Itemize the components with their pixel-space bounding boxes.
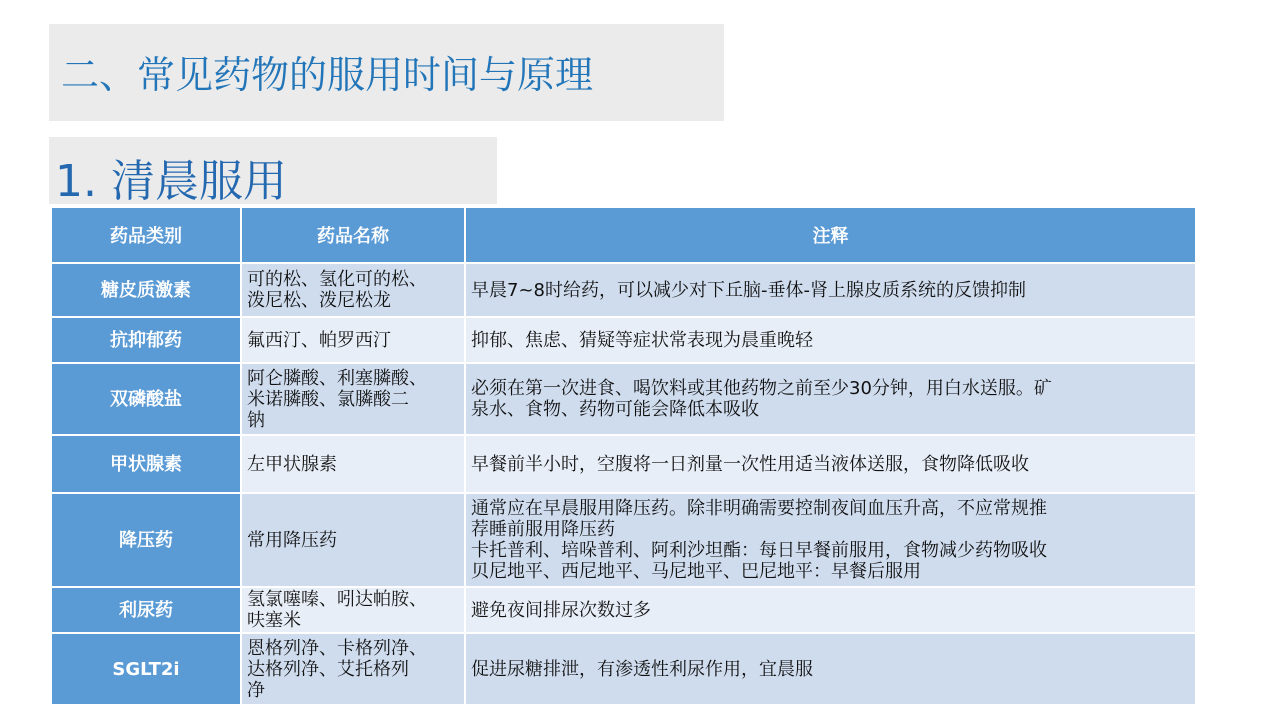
table-row [51, 587, 1196, 633]
row-drug-names [241, 263, 465, 317]
note-line: 早餐前半小时，空腹将一日剂量一次性用适当液体送服，食物降低吸收 [471, 453, 1029, 475]
note-line: 通常应在早晨服用降压药。除非明确需要控制夜间血压升高，不应常规推 [471, 498, 1047, 519]
row-drug-names [241, 633, 465, 705]
note-line: 早晨7~8时给药，可以减少对下丘脑-垂体-肾上腺皮质系统的反馈抑制 [471, 279, 1026, 301]
name-line: 左甲状腺素 [247, 453, 337, 475]
table-header-row [51, 207, 1196, 263]
row-notes [465, 363, 1196, 435]
note-line: 必须在第一次进食、喝饮料或其他药物之前至少30分钟，用白水送服。矿 [471, 378, 1052, 399]
row-category: SGLT2i [51, 633, 241, 705]
row-category: 抗抑郁药 [51, 317, 241, 363]
note-line: 泉水、食物、药物可能会降低本吸收 [471, 399, 759, 420]
note-line: 卡托普利、培哚普利、阿利沙坦酯：每日早餐前服用，食物减少药物吸收 [471, 540, 1047, 561]
table-row [51, 263, 1196, 317]
note-line: 贝尼地平、西尼地平、马尼地平、巴尼地平：早餐后服用 [471, 561, 921, 582]
subtitle-band [49, 137, 497, 207]
row-notes [465, 587, 1196, 633]
row-drug-names [241, 435, 465, 493]
slide-title: 二、常见药物的服用时间与原理 [61, 53, 594, 97]
row-category: 甲状腺素 [51, 435, 241, 493]
header-category: 药品类别 [51, 207, 241, 263]
header-drug-name: 药品名称 [241, 207, 465, 263]
header-notes: 注释 [465, 207, 1196, 263]
name-line: 呋塞米 [247, 610, 301, 631]
row-notes [465, 493, 1196, 587]
name-line: 米诺膦酸、氯膦酸二 [247, 388, 409, 410]
name-line: 钠 [247, 409, 265, 431]
table-row [51, 435, 1196, 493]
row-drug-names [241, 587, 465, 633]
row-category: 糖皮质激素 [51, 263, 241, 317]
row-category: 降压药 [51, 493, 241, 587]
row-drug-names [241, 317, 465, 363]
note-line: 避免夜间排尿次数过多 [471, 599, 651, 621]
note-line: 荐睡前服用降压药 [471, 519, 615, 540]
table-row [51, 493, 1196, 587]
name-line: 恩格列净、卡格列净、 [247, 637, 427, 659]
row-notes [465, 317, 1196, 363]
row-drug-names [241, 363, 465, 435]
note-line: 促进尿糖排泄，有渗透性利尿作用，宜晨服 [471, 658, 813, 680]
name-line: 达格列净、艾托格列 [247, 658, 409, 680]
table-row [51, 317, 1196, 363]
table-row [51, 633, 1196, 705]
name-line: 阿仑膦酸、利塞膦酸、 [247, 367, 427, 389]
row-notes [465, 435, 1196, 493]
name-line: 氢氯噻嗪、吲达帕胺、 [247, 589, 427, 610]
row-category: 双磷酸盐 [51, 363, 241, 435]
row-notes [465, 633, 1196, 705]
title-band [49, 24, 724, 121]
name-line: 泼尼松、泼尼松龙 [247, 290, 391, 311]
row-notes [465, 263, 1196, 317]
name-line: 可的松、氢化可的松、 [247, 269, 427, 290]
name-line: 常用降压药 [247, 529, 337, 551]
name-line: 氟西汀、帕罗西汀 [247, 329, 391, 351]
section-subtitle: 1. 清晨服用 [55, 156, 287, 207]
table-row [51, 363, 1196, 435]
name-line: 净 [247, 679, 265, 701]
row-drug-names [241, 493, 465, 587]
note-line: 抑郁、焦虑、猜疑等症状常表现为晨重晚轻 [471, 329, 813, 351]
medication-table [50, 206, 1197, 706]
row-category: 利尿药 [51, 587, 241, 633]
